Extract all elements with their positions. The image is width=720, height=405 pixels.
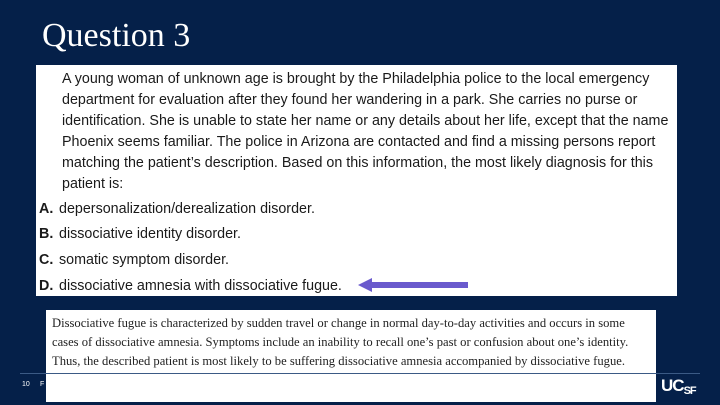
answer-option-c[interactable] <box>39 250 229 271</box>
answer-option-a[interactable] <box>39 199 315 220</box>
option-text: dissociative identity disorder. <box>59 226 241 242</box>
explanation-text: Dissociative fugue is characterized by sudden travel or change in normal day-to-day activities and occurs in some cases of dissociative amnesia. Symptoms include an inability to recall one’s past or confusion about one’s identity. Thus, the described patient is most likely to be suffering dissociative amnesia accompanied by dissociative fugue. <box>52 316 629 368</box>
logo-sub: SF <box>683 385 696 397</box>
answer-arrow-icon <box>358 278 470 292</box>
option-text: somatic symptom disorder. <box>59 252 230 268</box>
question-panel <box>36 65 677 296</box>
footer-text: F <box>40 381 45 388</box>
option-letter: D. <box>39 278 54 294</box>
answer-option-d[interactable] <box>39 276 342 297</box>
footer-divider <box>20 373 700 374</box>
option-text: dissociative amnesia with dissociative fugue. <box>59 278 342 294</box>
option-letter: C. <box>39 252 54 268</box>
question-stem: A young woman of unknown age is brought by the Philadelphia police to the local emergency department for evaluation after they found her wandering in a park. She carries no purse or identification. She is unable to state her name or any details about her life, except that the name Phoenix seems familiar. The police in Arizona are contacted and find a missing persons report matching the patient’s description. Based on this information, the most likely diagnosis for this patient is: <box>62 71 669 192</box>
option-letter: B. <box>39 226 54 242</box>
option-letter: A. <box>39 201 54 217</box>
slide-title: Question 3 <box>42 17 191 54</box>
logo-main: UC <box>661 376 684 395</box>
ucsf-logo <box>661 376 696 397</box>
page-number: 10 <box>22 381 30 388</box>
option-text: depersonalization/derealization disorder. <box>59 201 315 217</box>
explanation-panel <box>46 310 656 402</box>
answer-option-b[interactable] <box>39 224 241 245</box>
